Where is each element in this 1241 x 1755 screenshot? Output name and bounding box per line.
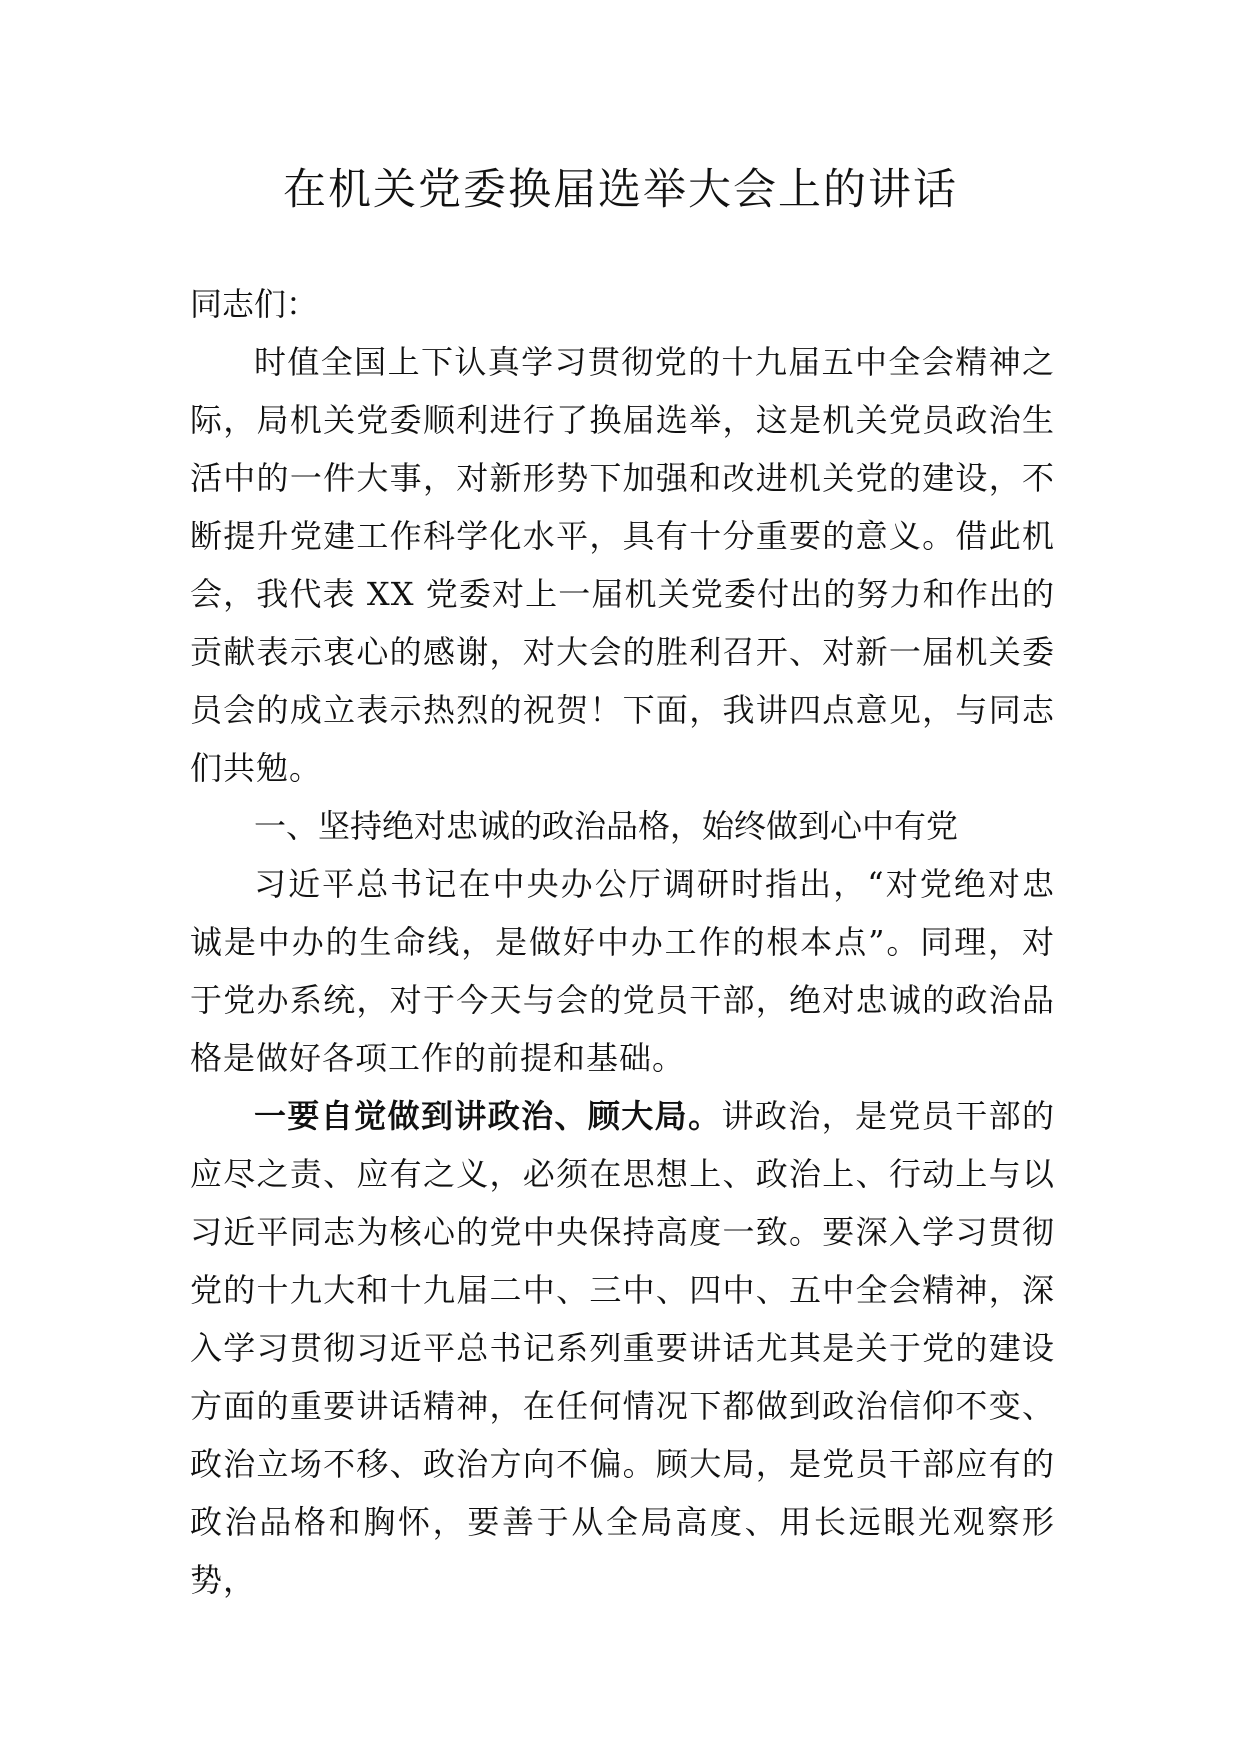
salutation: 同志们： <box>190 285 319 323</box>
paragraph-loyalty: 习近平总书记在中央办公厅调研时指出，“对党绝对忠诚是中办的生命线，是做好中办工作的根本点”。同理，对于党办系统，对于今天与会的党员干部，绝对忠诚的政治品格是做好各项工作的前提和基础。 <box>190 865 1055 1077</box>
paragraph-lead-bold: 一要自觉做到讲政治、顾大局。 <box>254 1097 722 1135</box>
paragraph-intro: 时值全国上下认真学习贯彻党的十九届五中全会精神之际，局机关党委顺利进行了换届选举，这是机关党员政治生活中的一件大事，对新形势下加强和改进机关党的建设，不断提升党建工作科学化水平，具有十分重要的意义。借此机会，我代表 XX 党委对上一届机关党委付出的努力和作出的贡献表示衷心的感谢，对大会的胜利召开、对新一届机关委员会的成立表示热烈的祝贺！下面，我讲四点意见，与同志们共勉。 <box>190 343 1055 787</box>
section-heading-1: 一、坚持绝对忠诚的政治品格，始终做到心中有党 <box>254 807 959 845</box>
document-body <box>190 275 1055 1609</box>
document-title: 在机关党委换届选举大会上的讲话 <box>283 165 958 215</box>
paragraph-politics <box>190 1087 1055 1609</box>
paragraph-politics-body: 讲政治，是党员干部的应尽之责、应有之义，必须在思想上、政治上、行动上与以习近平同志为核心的党中央保持高度一致。要深入学习贯彻党的十九大和十九届二中、三中、四中、五中全会精神，深入学习贯彻习近平总书记系列重要讲话尤其是关于党的建设方面的重要讲话精神，在任何情况下都做到政治信仰不变、政治立场不移、政治方向不偏。顾大局，是党员干部应有的政治品格和胸怀，要善于从全局高度、用长远眼光观察形势， <box>190 1097 1055 1599</box>
